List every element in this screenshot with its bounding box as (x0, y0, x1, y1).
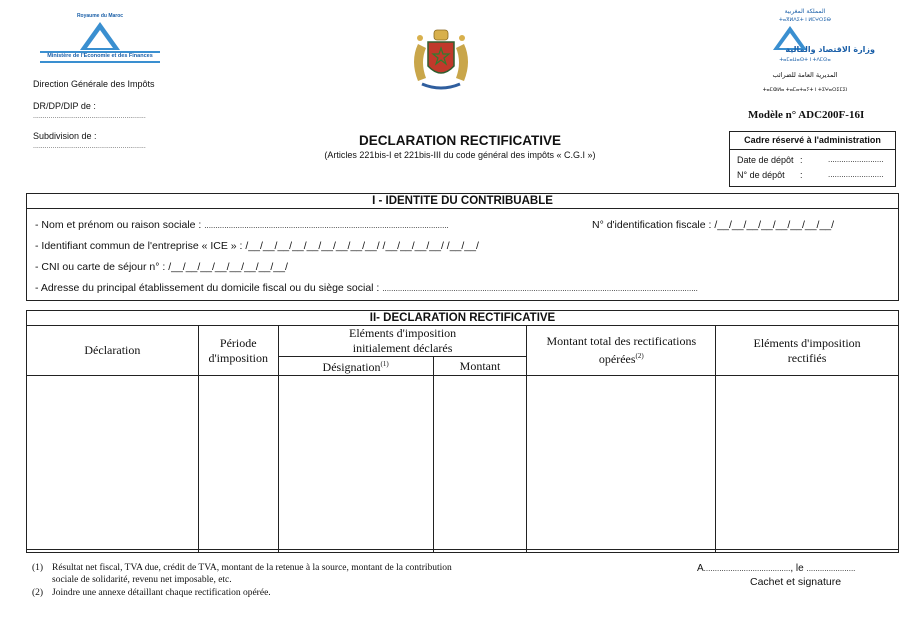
cni-label: - CNI ou carte de séjour n° : (35, 261, 169, 273)
date-field[interactable]: ...................... (806, 564, 856, 573)
col-total-line1: Montant total des rectifications (546, 334, 697, 348)
col-designation (278, 357, 433, 376)
ice-label: - Identifiant commun de l'entreprise « ICE » : (35, 240, 246, 252)
kingdom-label: Royaume du Maroc (76, 13, 124, 19)
col-rectifies (716, 326, 899, 376)
cni-field[interactable]: /__/__/__/__/__/__/__/__/ (168, 261, 288, 273)
col-initial-line2: initialement déclarés (352, 341, 453, 355)
address-field[interactable]: .............................................................................................................................................. (382, 284, 698, 293)
admin-box-title: Cadre réservé à l'administration (744, 135, 881, 145)
tifinagh-kingdom: ⵜⴰⴳⵍⴷⵉⵜ ⵏ ⵍⵎⵖⵔⵉⴱ (779, 17, 831, 23)
cell-periode[interactable] (198, 376, 278, 553)
subdivision-dots: .......................................................... (33, 143, 146, 150)
footnote-1-marker: (1) (32, 563, 44, 573)
num-depot-colon: : (800, 170, 803, 180)
model-number: Modèle n° ADC200F-16I (748, 109, 865, 121)
name-row (35, 219, 449, 231)
date-label: , le (790, 563, 804, 574)
num-depot-label: N° de dépôt (737, 170, 785, 180)
admin-box-divider (730, 149, 895, 150)
cell-declaration[interactable] (27, 376, 199, 553)
col-declaration (27, 326, 199, 376)
signature-place (697, 563, 855, 574)
arabic-kingdom: المملكة المغربية (784, 8, 826, 15)
col-designation-label: Désignation (322, 360, 381, 374)
col-periode-line2: d'imposition (208, 350, 268, 365)
tifinagh-direction: ⵜⴰⵎⵀⵍⴰ ⵜⴰⵎⴰⵜⴰⵢⵜ ⵏ ⵜⵉⵖⴰⵔⵉⵎⵉⵏ (762, 87, 848, 93)
tifinagh-ministry: ⵜⴰⵎⴰⵡⴰⵙⵜ ⵏ ⵜⴷⵎⵙⴰ (779, 57, 831, 63)
if-label: N° d'identification fiscale : (592, 219, 715, 231)
dr-dots: .......................................................... (33, 113, 146, 120)
cell-total[interactable] (527, 376, 716, 553)
address-row (35, 282, 698, 294)
num-depot-dots: ......................... (828, 170, 884, 179)
footnote-2-text: Joindre une annexe détaillant chaque rectification opérée. (52, 588, 271, 598)
cachet-signature: Cachet et signature (750, 576, 842, 588)
subdivision-label: Subdivision de : (33, 131, 97, 141)
arabic-ministry: وزارة الاقتصاد والمالية (785, 45, 875, 54)
col-periode (198, 326, 278, 376)
cni-row (35, 261, 288, 273)
section-declaration-title: II- DECLARATION RECTIFICATIVE (27, 311, 898, 326)
name-field[interactable]: .............................................................................................................. (204, 221, 449, 230)
coat-of-arms-icon (408, 26, 474, 96)
dgi-logo-right (735, 8, 875, 100)
col-montant (433, 357, 527, 376)
date-depot-colon: : (800, 155, 803, 165)
col-designation-note: (1) (380, 360, 389, 368)
ice-field[interactable]: /__/__/__/__/__/__/__/__/__/ /__/__/__/__/ /__/__/ (245, 240, 479, 252)
address-label: - Adresse du principal établissement du domicile fiscal ou du siège social : (35, 282, 383, 294)
col-montant-label: Montant (459, 358, 501, 373)
section-identite (26, 193, 899, 301)
declaration-table (26, 325, 899, 553)
ministry-label: Ministère de l'Economie et des Finances (47, 53, 153, 59)
cell-designation[interactable] (278, 376, 433, 553)
col-rectifies-line1: Eléments d'imposition (753, 335, 861, 350)
footnote-2-marker: (2) (32, 588, 44, 598)
cell-rectifies[interactable] (716, 376, 899, 553)
footnote-1-line2: sociale de solidarité, revenu net imposable, etc. (52, 575, 232, 585)
col-total-note: (2) (635, 352, 644, 360)
page-title: DECLARATION RECTIFICATIVE (359, 133, 561, 148)
col-initial-line1: Eléments d'imposition (349, 326, 457, 340)
dr-label: DR/DP/DIP de : (33, 101, 96, 111)
col-initial (278, 326, 527, 357)
name-label: - Nom et prénom ou raison sociale : (35, 219, 205, 231)
col-total (527, 326, 716, 376)
arabic-direction: المديرية العامة للضرائب (772, 71, 838, 79)
col-periode-line1: Période (219, 335, 257, 350)
table-body-row (27, 376, 899, 553)
logo-rule (40, 61, 160, 63)
place-label: A (697, 563, 704, 574)
direction-label: Direction Générale des Impôts (33, 79, 155, 89)
col-rectifies-line2: rectifiés (787, 350, 827, 365)
dgi-logo-left (40, 10, 160, 72)
col-declaration-label: Déclaration (84, 343, 141, 357)
col-total-line2: opérées (598, 352, 636, 366)
section-identite-title: I - IDENTITE DU CONTRIBUABLE (27, 194, 898, 209)
page-subtitle: (Articles 221bis-I et 221bis-III du code général des impôts « C.G.I ») (324, 150, 596, 160)
place-field[interactable]: ....................................... (703, 564, 791, 573)
date-depot-dots: ......................... (828, 155, 884, 164)
footnote-1-line1: Résultat net fiscal, TVA due, crédit de TVA, montant de la retenue à la source, montant de la contribution (52, 563, 452, 573)
admin-box (729, 131, 896, 187)
cell-montant[interactable] (433, 376, 527, 553)
if-field[interactable]: /__/__/__/__/__/__/__/__/ (714, 219, 835, 231)
if-row (592, 219, 834, 231)
ice-row (35, 240, 479, 252)
date-depot-label: Date de dépôt (737, 155, 794, 165)
